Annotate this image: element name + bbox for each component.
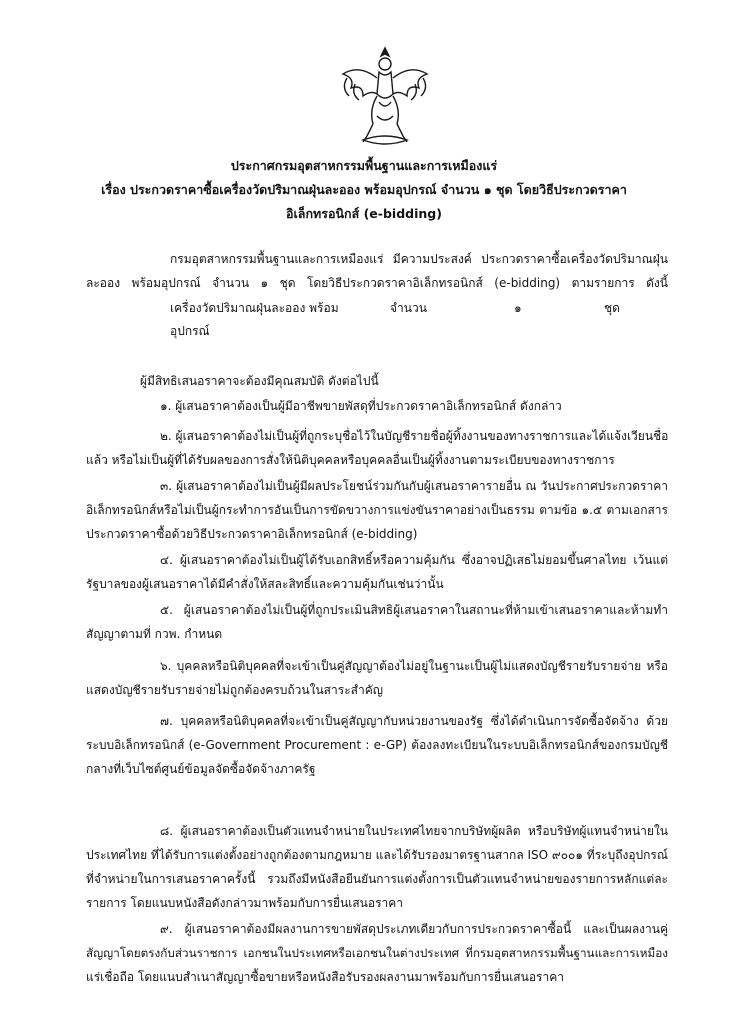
item-qty-label: จำนวน [390,301,427,315]
item-name: เครื่องวัดปริมาณฝุ่นละออง พร้อม [170,301,339,315]
clause-8-cont: รายการ โดยแนบหนังสือดังกล่าวมาพร้อมกับการยื่นเสนอราคา [86,896,404,910]
intro-line-1: กรมอุตสาหกรรมพื้นฐานและการเหมืองแร่ มีความประสงค์ ประกวดราคาซื้อเครื่องวัดปริมาณฝุ่น [170,252,668,266]
clause-4: ๔. ผู้เสนอราคาต้องไม่เป็นผู้ได้รับเอกสิทธิ์หรือความคุ้มกัน ซึ่งอาจปฏิเสธไม่ยอมขึ้นศาลไทย เว้นแต่ [160,553,668,567]
clause-2-cont: แล้ว หรือไม่เป็นผู้ที่ได้รับผลของการสั่งให้นิติบุคคลหรือบุคคลอื่นเป็นผู้ทิ้งงานตามระเบียบของทางราชการ [86,453,615,467]
clause-2: ๒. ผู้เสนอราคาต้องไม่เป็นผู้ที่ถูกระบุชื่อไว้ในบัญชีรายชื่อผู้ทิ้งงานของทางราชการและได้แจ้งเวียนชื่อ [160,429,668,443]
clause-8-cont: ที่จำหน่ายในการเสนอราคาครั้งนี้ รวมถึงมีหนังสือยืนยันการแต่งตั้งการเป็นตัวแทนจำหน่ายของรายการหลักแต่ละ [86,872,668,886]
clause-6-cont: แสดงบัญชีรายรับรายจ่ายไม่ถูกต้องครบถ้วนในสาระสำคัญ [86,683,383,697]
announcement-title: ประกาศกรมอุตสาหกรรมพื้นฐานและการเหมืองแร่ [230,158,498,173]
clause-4-cont: รัฐบาลของผู้เสนอราคาได้มีคำสั่งให้สละสิทธิ์และความคุ้มกันเช่นว่านั้น [86,577,444,591]
clause-5-cont: สัญญาตามที่ กวพ. กำหนด [86,627,223,641]
clause-9: ๙. ผู้เสนอราคาต้องมีผลงานการขายพัสดุประเภทเดียวกับการประกวดราคาซื้อนี้ และเป็นผลงานคู่ [160,922,668,936]
clause-9-cont: สัญญาโดยตรงกับส่วนราชการ เอกชนในประเทศหรือเอกชนในต่างประเทศ ที่กรมอุตสาหกรรมพื้นฐานและการเหมือง [86,946,668,960]
item-name-cont: อุปกรณ์ [170,324,210,338]
qualifications-heading: ผู้มีสิทธิเสนอราคาจะต้องมีคุณสมบัติ ดังต่อไปนี้ [140,374,379,388]
clause-8: ๘. ผู้เสนอราคาต้องเป็นตัวแทนจำหน่ายในประเทศไทยจากบริษัทผู้ผลิต หรือบริษัทผู้แทนจำหน่ายใน [160,824,668,838]
clause-7-cont: กลางที่เว็บไซต์ศูนย์ข้อมูลจัดซื้อจัดจ้างภาครัฐ [86,762,316,776]
subject-line-2: อิเล็กทรอนิกส์ (e-bidding) [286,206,442,221]
clause-9-cont: แร่เชื่อถือ โดยแนบสำเนาสัญญาซื้อขายหรือหนังสือรับรองผลงานมาพร้อมกับการยื่นเสนอราคา [86,970,564,984]
intro-line-2: ละออง พร้อมอุปกรณ์ จำนวน ๑ ชุด โดยวิธีประกวดราคาอิเล็กทรอนิกส์ (e-bidding) ตามรายการ ดังนี้ [86,276,668,290]
clause-1: ๑. ผู้เสนอราคาต้องเป็นผู้มีอาชีพขายพัสดุที่ประกวดราคาอิเล็กทรอนิกส์ ดังกล่าว [160,399,562,413]
garuda-emblem-icon [333,44,437,152]
clause-6: ๖. บุคคลหรือนิติบุคคลที่จะเข้าเป็นคู่สัญญาต้องไม่อยู่ในฐานะเป็นผู้ไม่แสดงบัญชีรายรับรายจ่าย หรือ [160,659,668,673]
clause-3: ๓. ผู้เสนอราคาต้องไม่เป็นผู้มีผลประโยชน์ร่วมกันกับผู้เสนอราคารายอื่น ณ วันประกาศประกวดราคา [160,479,668,493]
item-unit: ชุด [604,301,620,315]
clause-3-cont: ประกวดราคาซื้อด้วยวิธีประกวดราคาอิเล็กทรอนิกส์ (e-bidding) [86,527,418,541]
clause-8-cont: ประเทศไทย ที่ได้รับการแต่งตั้งอย่างถูกต้องตามกฎหมาย และได้รับรองมาตรฐานสากล ISO ๙๐๐๑ ที่ระบุถึงอุปกรณ์ [86,848,668,862]
clause-7: ๗. บุคคลหรือนิติบุคคลที่จะเข้าเป็นคู่สัญญากับหน่วยงานของรัฐ ซึ่งได้ดำเนินการจัดซื้อจัดจ้าง ด้วย [160,714,668,728]
clause-7-cont: ระบบอิเล็กทรอนิกส์ (e-Government Procurement : e-GP) ต้องลงทะเบียนในระบบอิเล็กทรอนิกส์ของกรมบัญชี [86,738,668,752]
subject-line-1: เรื่อง ประกวดราคาซื้อเครื่องวัดปริมาณฝุ่นละออง พร้อมอุปกรณ์ จำนวน ๑ ชุด โดยวิธีประกวดราคา [101,182,627,197]
clause-3-cont: อิเล็กทรอนิกส์หรือไม่เป็นผู้กระทำการอันเป็นการขัดขวางการแข่งขันราคาอย่างเป็นธรรม ตามข้อ ๑.๕ ตามเอกสาร [86,503,668,517]
clause-5: ๕. ผู้เสนอราคาต้องไม่เป็นผู้ที่ถูกประเมินสิทธิผู้เสนอราคาในสถานะที่ห้ามเข้าเสนอราคาและห้ามทำ [160,603,668,617]
item-qty: ๑ [514,301,522,315]
